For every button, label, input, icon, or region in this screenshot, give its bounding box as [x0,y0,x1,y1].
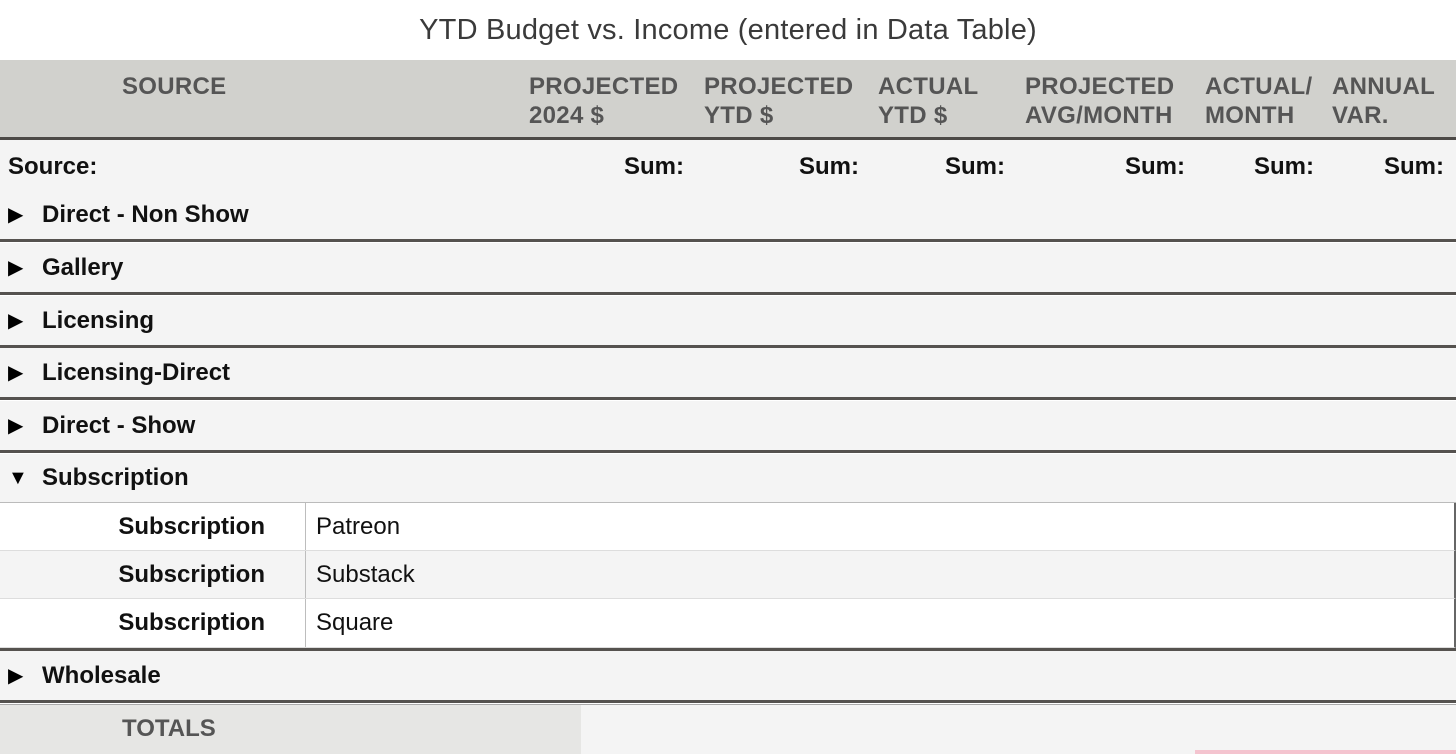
source-cell[interactable]: Patreon [316,512,401,540]
sum-projected-ytd[interactable]: Sum: [799,153,859,180]
header-projected-ytd-line2: YTD $ [704,102,774,129]
sum-projected-avg-month[interactable]: Sum: [1125,153,1185,180]
table-row[interactable] [0,503,1456,551]
column-header-row [0,60,1456,140]
disclosure-collapsed-icon[interactable]: ▶ [8,204,24,226]
group-label: Wholesale [42,661,161,689]
disclosure-collapsed-icon[interactable]: ▶ [8,415,24,437]
category-cell: Subscription [0,551,306,598]
group-row-gallery[interactable] [0,243,1456,295]
group-row-subscription[interactable] [0,454,1456,503]
totals-label: TOTALS [122,715,216,742]
header-projected-ytd[interactable] [704,72,853,130]
group-label: Direct - Non Show [42,200,249,228]
group-label: Licensing [42,306,155,334]
header-projected-avg-line1: PROJECTED [1025,73,1175,100]
header-annual-var-line2: VAR. [1332,102,1389,129]
disclosure-collapsed-icon[interactable]: ▶ [8,257,24,279]
group-label: Gallery [42,253,124,281]
group-row-wholesale[interactable] [0,651,1456,703]
group-row-licensing-direct[interactable] [0,348,1456,400]
sum-annual-var[interactable]: Sum: [1384,153,1444,180]
header-projected-avg-month[interactable] [1025,72,1174,130]
header-actual-ytd-line1: ACTUAL [878,73,979,100]
selection-highlight [1195,750,1456,754]
sum-actual-ytd[interactable]: Sum: [945,153,1005,180]
header-actual-month-line2: MONTH [1205,102,1295,129]
table-row[interactable] [0,599,1456,648]
group-row-direct-show[interactable] [0,401,1456,453]
table-title: YTD Budget vs. Income (entered in Data Table) [419,13,1037,46]
header-actual-ytd-line2: YTD $ [878,102,948,129]
header-actual-ytd[interactable] [878,72,978,130]
group-label: Subscription [42,464,189,491]
disclosure-expanded-icon[interactable]: ▼ [8,466,28,489]
header-actual-month[interactable] [1205,72,1312,130]
header-projected-2024-line2: 2024 $ [529,102,605,129]
totals-label-cell [0,705,581,754]
header-projected-2024[interactable] [529,72,678,130]
category-cell: Subscription [0,599,306,647]
header-projected-2024-line1: PROJECTED [529,73,679,100]
summary-source-label: Source: [8,153,98,180]
header-source[interactable] [122,72,226,101]
header-projected-avg-line2: AVG/MONTH [1025,102,1173,129]
group-label: Direct - Show [42,411,196,439]
source-cell[interactable]: Substack [316,560,415,588]
header-source-label: SOURCE [122,73,227,100]
header-annual-var-line1: ANNUAL [1332,73,1436,100]
header-annual-var[interactable] [1332,72,1435,130]
sum-projected-2024[interactable]: Sum: [624,153,684,180]
header-projected-ytd-line1: PROJECTED [704,73,854,100]
table-row[interactable] [0,551,1456,599]
disclosure-collapsed-icon[interactable]: ▶ [8,310,24,332]
header-actual-month-line1: ACTUAL/ [1205,73,1313,100]
group-label: Licensing-Direct [42,358,231,386]
totals-row [0,704,1456,754]
group-row-licensing[interactable] [0,296,1456,348]
disclosure-collapsed-icon[interactable]: ▶ [8,665,24,687]
sum-actual-month[interactable]: Sum: [1254,153,1314,180]
summary-row [0,140,1456,190]
source-cell[interactable]: Square [316,609,394,636]
category-cell: Subscription [0,503,306,550]
disclosure-collapsed-icon[interactable]: ▶ [8,362,24,384]
group-row-direct-non-show[interactable] [0,190,1456,242]
